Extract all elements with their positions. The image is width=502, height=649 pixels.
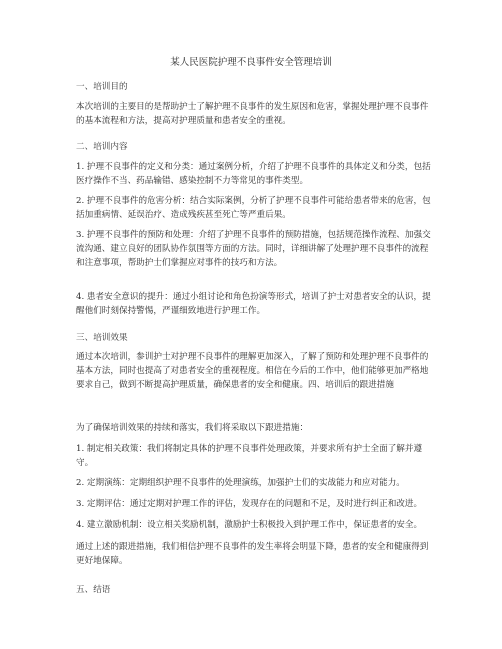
- content-item-4: 4. 患者安全意识的提升：通过小组讨论和角色扮演等形式，培训了护士对患者安全的认识，提醒他们时刻保持警惕，严谨细致地进行护理工作。: [76, 292, 431, 317]
- section-heading-conclusion: 五、结语: [76, 585, 111, 595]
- content-item-1: 1. 护理不良事件的定义和分类：通过案例分析，介绍了护理不良事件的具体定义和分类，包括医疗操作不当、药品输错、感染控制不力等常见的事件类型。: [76, 162, 431, 187]
- section-heading-purpose: 一、培训目的: [76, 82, 128, 92]
- content-item-2: 2. 护理不良事件的危害分析：结合实际案例，分析了护理不良事件可能给患者带来的危害，包括加重病情、延误治疗、造成残疾甚至死亡等严重后果。: [76, 196, 431, 221]
- section-heading-content: 二、培训内容: [76, 142, 128, 152]
- followup-item-3: 3. 定期评估：通过定期对护理工作的评估，发现存在的问题和不足，及时进行纠正和改进。: [76, 499, 423, 509]
- followup-item-4: 4. 建立激励机制：设立相关奖励机制，激励护士积极投入到护理工作中，保证患者的安全。: [76, 520, 423, 530]
- section-heading-effect: 三、培训效果: [76, 333, 128, 343]
- followup-item-2: 2. 定期演练：定期组织护理不良事件的处理演练，加强护士们的实战能力和应对能力。: [76, 478, 405, 488]
- paragraph-followup-intro: 为了确保培训效果的持续和落实，我们将采取以下跟进措施：: [76, 423, 309, 433]
- document-title: 某人民医院护理不良事件安全管理培训: [170, 57, 332, 68]
- paragraph-effect: 通过本次培训，参训护士对护理不良事件的理解更加深入，了解了预防和处理护理不良事件的基本方法，同时也提高了对患者安全的重视程度。相信在今后的工作中，他们能够更加严格地要求自己，做到不断提高护理质量，确保患者的安全和健康。四、培训后的跟进措施: [76, 352, 429, 391]
- followup-item-1: 1. 制定相关政策：我们将制定具体的护理不良事件处理政策，并要求所有护士全面了解并遵守。: [76, 444, 423, 469]
- paragraph-purpose: 本次培训的主要目的是帮助护士了解护理不良事件的发生原因和危害，掌握处理护理不良事件的基本流程和方法，提高对护理质量和患者安全的重视。: [76, 102, 429, 127]
- paragraph-closing: 通过上述的跟进措施，我们相信护理不良事件的发生率将会明显下降，患者的安全和健康得到更好地保障。: [76, 542, 429, 567]
- content-item-3: 3. 护理不良事件的预防和处理：介绍了护理不良事件的预防措施，包括规范操作流程、加强交流沟通、建立良好的团队协作氛围等方面的方法。同时，详细讲解了处理护理不良事件的流程和注意事项，帮助护士们掌握应对事件的技巧和方法。: [76, 230, 431, 269]
